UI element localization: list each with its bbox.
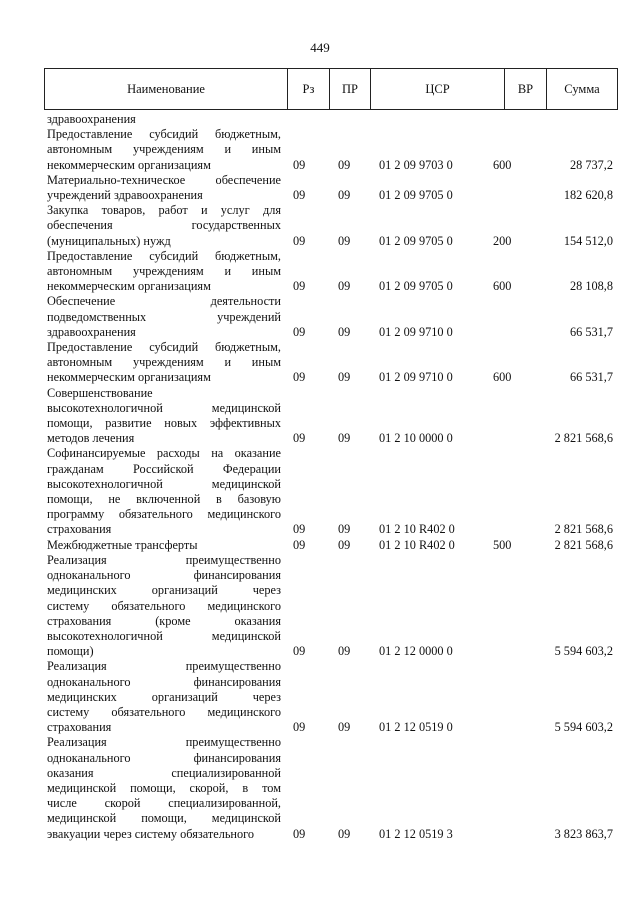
row-csr: 01 2 09 9710 0	[379, 370, 453, 385]
row-name-line: автономным учреждениям и иным	[47, 142, 281, 157]
row-sum: 66 531,7	[569, 370, 613, 385]
row-name-line: эвакуации через систему обязательного	[47, 826, 255, 841]
row-name	[47, 173, 281, 203]
row-name	[47, 340, 281, 386]
row-pr: 09	[338, 233, 351, 248]
row-csr: 01 2 09 9705 0	[379, 233, 453, 248]
row-name-line: здравоохранения	[47, 324, 136, 339]
row-name	[47, 538, 281, 553]
row-name-line: обеспечения государственных	[47, 218, 281, 233]
row-csr: 01 2 09 9703 0	[379, 157, 453, 172]
row-name-line: Закупка товаров, работ и услуг для	[47, 203, 281, 218]
table-row	[47, 553, 613, 659]
row-rz: 09	[293, 188, 306, 203]
header-vr: ВР	[505, 69, 547, 109]
row-name-line: некоммерческим организациям	[47, 279, 211, 294]
row-pr: 09	[338, 324, 351, 339]
row-name	[47, 127, 281, 173]
row-name-line: здравоохранения	[47, 112, 136, 126]
row-sum: 3 823 863,7	[554, 826, 613, 841]
row-pr: 09	[338, 826, 351, 841]
row-csr: 01 2 09 9705 0	[379, 188, 453, 203]
row-pr: 09	[338, 522, 351, 537]
row-name-line: медицинских организаций через	[47, 583, 281, 598]
row-name-line: одноканального финансирования	[47, 750, 281, 765]
row-name-line: Реализация преимущественно	[47, 552, 281, 567]
row-name-line: страхования	[47, 720, 112, 735]
row-vr: 200	[493, 233, 512, 248]
row-sum: 5 594 603,2	[554, 644, 613, 659]
table-body	[47, 112, 613, 842]
row-name-line: Межбюджетные трансферты	[47, 537, 198, 552]
row-csr: 01 2 12 0519 3	[379, 826, 453, 841]
header-csr: ЦСР	[371, 69, 505, 109]
row-name-line: Реализация преимущественно	[47, 659, 281, 674]
table-row	[47, 112, 613, 127]
row-name	[47, 386, 281, 447]
table-row	[47, 249, 613, 295]
row-name-line: автономным учреждениям и иным	[47, 355, 281, 370]
row-rz: 09	[293, 279, 306, 294]
row-sum: 2 821 568,6	[554, 537, 613, 552]
row-name-line: Предоставление субсидий бюджетным,	[47, 248, 281, 263]
row-name-line: программу обязательного медицинского	[47, 507, 281, 522]
row-name	[47, 112, 281, 127]
table-row	[47, 127, 613, 173]
row-name-line: медицинской помощи, медицинской	[47, 811, 281, 826]
row-name-line: помощи, развитие новых эффективных	[47, 416, 281, 431]
row-name	[47, 553, 281, 659]
page-number: 449	[310, 40, 330, 55]
row-csr: 01 2 09 9705 0	[379, 279, 453, 294]
row-name-line: методов лечения	[47, 431, 135, 446]
row-name-line: высокотехнологичной медицинской	[47, 628, 281, 643]
row-sum: 28 108,8	[569, 279, 613, 294]
row-pr: 09	[338, 537, 351, 552]
row-rz: 09	[293, 826, 306, 841]
row-name-line: систему обязательного медицинского	[47, 598, 281, 613]
row-csr: 01 2 12 0519 0	[379, 720, 453, 735]
row-csr: 01 2 09 9710 0	[379, 324, 453, 339]
row-rz: 09	[293, 324, 306, 339]
row-name-line: медицинской помощи, скорой, в том	[47, 780, 281, 795]
row-name-line: подведомственных учреждений	[47, 309, 281, 324]
table-row	[47, 340, 613, 386]
row-rz: 09	[293, 370, 306, 385]
row-name	[47, 659, 281, 735]
row-name-line: оказания специализированной	[47, 765, 281, 780]
row-pr: 09	[338, 279, 351, 294]
row-name-line: медицинских организаций через	[47, 689, 281, 704]
row-csr: 01 2 10 0000 0	[379, 431, 453, 446]
row-name-line: Материально-техническое обеспечение	[47, 172, 281, 187]
row-vr: 500	[493, 537, 512, 552]
row-rz: 09	[293, 157, 306, 172]
row-name-line: страхования (кроме оказания	[47, 613, 281, 628]
row-pr: 09	[338, 370, 351, 385]
row-name-line: автономным учреждениям и иным	[47, 264, 281, 279]
row-pr: 09	[338, 431, 351, 446]
row-csr: 01 2 10 R402 0	[379, 522, 455, 537]
row-pr: 09	[338, 720, 351, 735]
header-pr: ПР	[330, 69, 371, 109]
row-vr: 600	[493, 157, 512, 172]
table-row	[47, 538, 613, 553]
row-name-line: Обеспечение деятельности	[47, 294, 281, 309]
row-name-line: одноканального финансирования	[47, 674, 281, 689]
header-sum: Сумма	[564, 81, 600, 96]
table-row	[47, 203, 613, 249]
table-header	[44, 68, 618, 110]
row-sum: 66 531,7	[569, 324, 613, 339]
row-sum: 2 821 568,6	[554, 431, 613, 446]
row-rz: 09	[293, 522, 306, 537]
row-vr: 600	[493, 370, 512, 385]
row-name	[47, 249, 281, 295]
row-sum: 2 821 568,6	[554, 522, 613, 537]
row-name	[47, 294, 281, 340]
row-sum: 5 594 603,2	[554, 720, 613, 735]
row-rz: 09	[293, 537, 306, 552]
row-name-line: помощи)	[47, 644, 94, 659]
row-name	[47, 735, 281, 841]
row-pr: 09	[338, 644, 351, 659]
row-name	[47, 203, 281, 249]
row-vr: 600	[493, 279, 512, 294]
row-name-line: числе скорой специализированной,	[47, 796, 281, 811]
table-row	[47, 386, 613, 447]
row-pr: 09	[338, 157, 351, 172]
row-name-line: высокотехнологичной медицинской	[47, 400, 281, 415]
row-name-line: Софинансируемые расходы на оказание	[47, 446, 281, 461]
row-csr: 01 2 12 0000 0	[379, 644, 453, 659]
table-row	[47, 735, 613, 841]
row-name-line: некоммерческим организациям	[47, 370, 211, 385]
row-name-line: гражданам Российской Федерации	[47, 461, 281, 476]
table-row	[47, 173, 613, 203]
row-rz: 09	[293, 644, 306, 659]
table-row	[47, 294, 613, 340]
row-name-line: одноканального финансирования	[47, 568, 281, 583]
table-row	[47, 659, 613, 735]
row-name-line: помощи, не включенной в базовую	[47, 492, 281, 507]
row-name-line: Предоставление субсидий бюджетным,	[47, 127, 281, 142]
row-name-line: Реализация преимущественно	[47, 735, 281, 750]
row-rz: 09	[293, 233, 306, 248]
row-rz: 09	[293, 720, 306, 735]
row-name-line: систему обязательного медицинского	[47, 704, 281, 719]
header-rz: Рз	[288, 69, 330, 109]
row-sum: 154 512,0	[563, 233, 613, 248]
row-name-line: (муниципальных) нужд	[47, 233, 171, 248]
row-csr: 01 2 10 R402 0	[379, 537, 455, 552]
row-sum: 28 737,2	[569, 157, 613, 172]
row-name-line: страхования	[47, 522, 112, 537]
header-name: Наименование	[45, 69, 288, 109]
table-row	[47, 446, 613, 537]
row-name-line: высокотехнологичной медицинской	[47, 476, 281, 491]
row-name-line: учреждений здравоохранения	[47, 188, 203, 203]
row-name-line: Совершенствование	[47, 385, 153, 400]
row-name	[47, 446, 281, 537]
row-pr: 09	[338, 188, 351, 203]
row-name-line: некоммерческим организациям	[47, 157, 211, 172]
row-name-line: Предоставление субсидий бюджетным,	[47, 340, 281, 355]
row-rz: 09	[293, 431, 306, 446]
row-sum: 182 620,8	[563, 188, 613, 203]
